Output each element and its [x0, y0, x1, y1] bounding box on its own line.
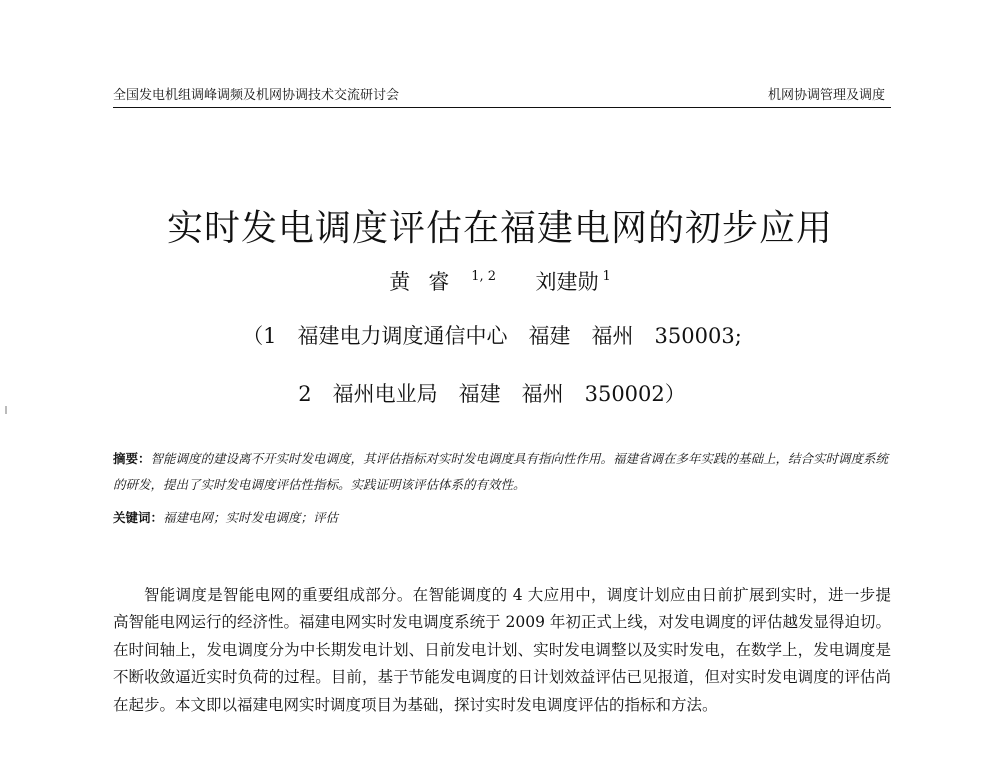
header-section-name: 机网协调管理及调度	[767, 88, 885, 103]
paper-title: 实时发电调度评估在福建电网的初步应用	[166, 208, 833, 250]
scan-mark	[5, 406, 7, 414]
keywords	[113, 507, 891, 529]
author-name: 黄睿	[389, 270, 468, 294]
affiliation-line: 2 福州电业局 福建 福州 350002）	[298, 382, 686, 406]
author-affiliation-marker: 1	[602, 269, 611, 284]
body-paragraph: 智能调度是智能电网的重要组成部分。在智能调度的 4 大应用中，调度计划应由日前扩展到实时，进一步提高智能电网运行的经济性。福建电网实时发电调度系统于 2009 年初正式上线，对发电调度的评估越发显得迫切。在时间轴上，发电调度分为中长期发电计划、日前发电计划、实时发电调整以及实时发电，在数学上，发电调度是不断收敛逼近实时负荷的过程。目前，基于节能发电调度的日计划效益评估已见报道，但对实时发电调度的评估尚在起步。本文即以福建电网实时调度项目为基础，探讨实时发电调度评估的指标和方法。	[113, 585, 891, 714]
keywords-label: 关键词：	[113, 510, 164, 525]
running-header	[113, 85, 891, 108]
abstract-text: 智能调度的建设离不开实时发电调度，其评估指标对实时发电调度具有指向性作用。福建省调在多年实践的基础上，结合实时调度系统的研发，提出了实时发电调度评估性指标。实践证明该评估体系的有效性。	[113, 451, 889, 492]
affiliation-line: （1 福建电力调度通信中心 福建 福州 350003;	[242, 324, 742, 348]
author-name: 刘建勋	[535, 270, 599, 294]
author-affiliation-marker: 1, 2	[471, 269, 497, 284]
author-line	[0, 262, 1000, 297]
keywords-text: 福建电网；实时发电调度；评估	[163, 510, 339, 525]
abstract-label: 摘要：	[113, 451, 151, 466]
abstract	[113, 446, 891, 498]
header-conference-name: 全国发电机组调峰调频及机网协调技术交流研讨会	[113, 88, 400, 103]
